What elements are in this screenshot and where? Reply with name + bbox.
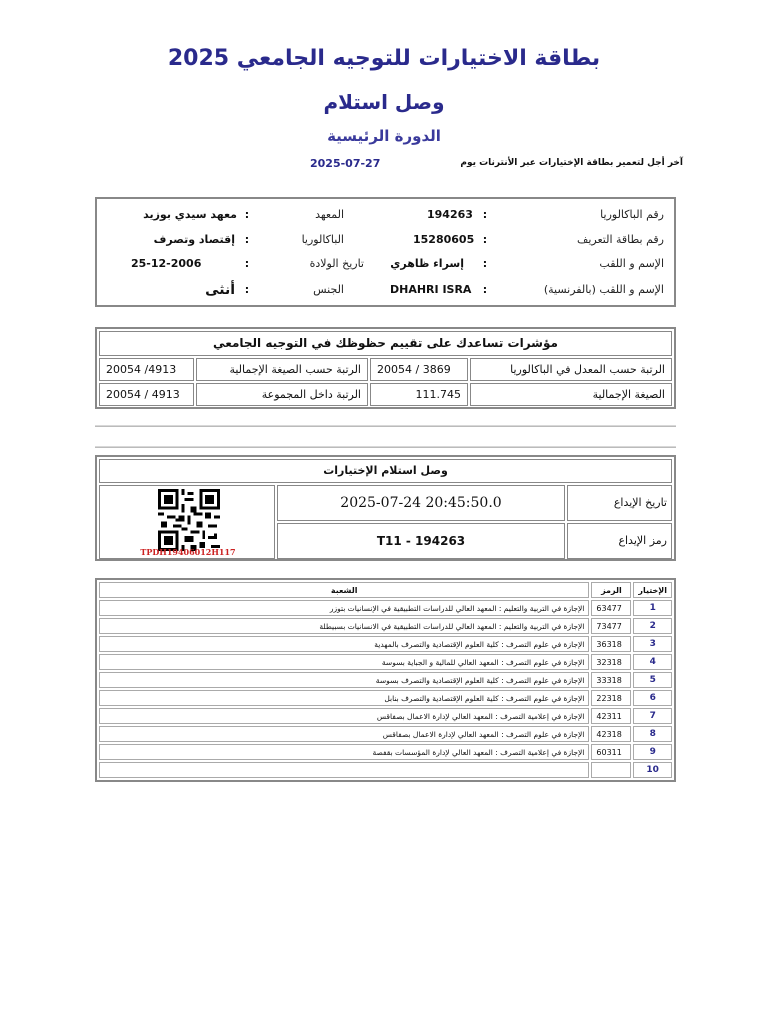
choice-number: 4 [633, 654, 672, 670]
choice-code: 33318 [591, 672, 631, 688]
choices-table [95, 578, 676, 782]
deadline-label: آخر أجل لتعمير بطاقة الإختيارات عبر الأنترنات يوم [460, 158, 683, 168]
deposit-code-label: رمز الإيداع [567, 523, 672, 559]
institute-label: المعهد [315, 208, 344, 221]
name-value: إسراء ظاهري [390, 257, 464, 270]
colon: : [482, 233, 488, 246]
divider [95, 425, 676, 427]
colon: : [482, 283, 488, 296]
deposit-code-value: T11 - 194263 [277, 523, 565, 559]
choice-code [591, 762, 631, 778]
header-branch: الشعبة [99, 582, 589, 598]
choice-code: 60311 [591, 744, 631, 760]
colon: : [482, 208, 488, 221]
deposit-date-value: 2025-07-24 20:45:50.0 [277, 485, 565, 521]
table-header-row [99, 582, 672, 598]
table-row [99, 636, 672, 652]
choice-branch: الإجازة في علوم التصرف : كلية العلوم الإقتصادية والتصرف بنابل [99, 690, 589, 706]
table-row [99, 600, 672, 616]
name-fr-label: الإسم و اللقب (بالفرنسية) [543, 283, 664, 296]
bac-value: إقتصاد وتصرف [153, 233, 235, 246]
choice-branch: الإجازة في إعلامية التصرف : المعهد العالي لإدارة الاعمال بصفاقس [99, 708, 589, 724]
choice-number: 8 [633, 726, 672, 742]
rank-bac-label: الرتبة حسب المعدل في الباكالوريا [470, 358, 672, 381]
choice-number: 9 [633, 744, 672, 760]
table-row [99, 690, 672, 706]
info-row [97, 278, 674, 302]
rank-group-value: 20054 / 4913 [99, 383, 194, 406]
rank-formula-label: الرتبة حسب الصيغة الإجمالية [196, 358, 368, 381]
choice-branch: الإجازة في التربية والتعليم : المعهد العالي للدراسات التطبيقية في الانسانيات بسبيطلة [99, 618, 589, 634]
indicators-box [95, 327, 676, 409]
header-choice: الإختيار [633, 582, 672, 598]
choice-number: 3 [633, 636, 672, 652]
choice-number: 7 [633, 708, 672, 724]
table-row [99, 708, 672, 724]
student-info-box [95, 197, 676, 307]
choice-code: 63477 [591, 600, 631, 616]
bac-number-label: رقم الباكالوريا [600, 208, 664, 221]
choice-branch: الإجازة في علوم التصرف : المعهد العالي للمالية و الجباية بسوسة [99, 654, 589, 670]
rank-group-label: الرتبة داخل المجموعة [196, 383, 368, 406]
choice-code: 42318 [591, 726, 631, 742]
gender-value: أنثى [205, 282, 235, 298]
choice-code: 42311 [591, 708, 631, 724]
receipt-box [95, 455, 676, 561]
choice-branch: الإجازة في علوم التصرف : كلية العلوم الإقتصادية والتصرف بالمهدية [99, 636, 589, 652]
choice-branch: الإجازة في علوم التصرف : كلية العلوم الإقتصادية والتصرف بسوسة [99, 672, 589, 688]
choice-number: 2 [633, 618, 672, 634]
info-row [97, 203, 674, 227]
page-title: بطاقة الاختيارات للتوجيه الجامعي 2025 [167, 46, 601, 71]
colon: : [244, 208, 250, 221]
deadline-date: 2025-07-27 [310, 157, 381, 170]
choice-code: 73477 [591, 618, 631, 634]
colon: : [482, 257, 488, 270]
table-row [99, 744, 672, 760]
choice-code: 32318 [591, 654, 631, 670]
indicators-title: مؤشرات تساعدك على تقييم حظوظك في التوجيه الجامعي [99, 331, 672, 356]
birth-value: 25-12-2006 [131, 257, 202, 270]
birth-label: تاريخ الولادة [309, 257, 364, 270]
qr-code-icon [154, 489, 224, 551]
colon: : [244, 283, 250, 296]
info-row [97, 228, 674, 252]
deposit-date-label: تاريخ الإيداع [567, 485, 672, 521]
rank-bac-value: 20054 / 3869 [370, 358, 468, 381]
choice-branch [99, 762, 589, 778]
divider [95, 446, 676, 448]
choice-code: 36318 [591, 636, 631, 652]
name-fr-value: DHAHRI ISRA [390, 283, 472, 296]
name-label: الإسم و اللقب [599, 257, 664, 270]
formula-label: الصيغة الإجمالية [470, 383, 672, 406]
choice-branch: الإجازة في التربية والتعليم : المعهد العالي للدراسات التطبيقية في الإنسانيات بتوزر [99, 600, 589, 616]
colon: : [244, 233, 250, 246]
table-row [99, 762, 672, 778]
choice-branch: الإجازة في علوم التصرف : المعهد العالي لإدارة الاعمال بصفاقس [99, 726, 589, 742]
table-row [99, 726, 672, 742]
gender-label: الجنس [313, 283, 344, 296]
colon: : [244, 257, 250, 270]
qr-cell [99, 485, 275, 559]
choice-branch: الإجازة في إعلامية التصرف : المعهد العالي لإدارة المؤسسات بقفصة [99, 744, 589, 760]
choice-number: 10 [633, 762, 672, 778]
header-code: الرمز [591, 582, 631, 598]
session-label: الدورة الرئيسية [327, 127, 441, 145]
institute-value: معهد سيدي بوزيد [143, 208, 237, 221]
id-card-value: 15280605 [413, 233, 475, 246]
choice-code: 22318 [591, 690, 631, 706]
page-subtitle: وصل استلام [323, 90, 445, 114]
qr-code-text: TPDH19406012H117 [140, 547, 236, 557]
choice-number: 5 [633, 672, 672, 688]
choice-number: 1 [633, 600, 672, 616]
bac-number-value: 194263 [427, 208, 473, 221]
formula-value: 111.745 [370, 383, 468, 406]
table-row [99, 672, 672, 688]
info-row [97, 252, 674, 276]
bac-label: الباكالوريا [301, 233, 344, 246]
table-row [99, 654, 672, 670]
choice-number: 6 [633, 690, 672, 706]
table-row [99, 618, 672, 634]
receipt-title: وصل استلام الإختيارات [99, 459, 672, 483]
id-card-label: رقم بطاقة التعريف [576, 233, 664, 246]
rank-formula-value: 20054 /4913 [99, 358, 194, 381]
